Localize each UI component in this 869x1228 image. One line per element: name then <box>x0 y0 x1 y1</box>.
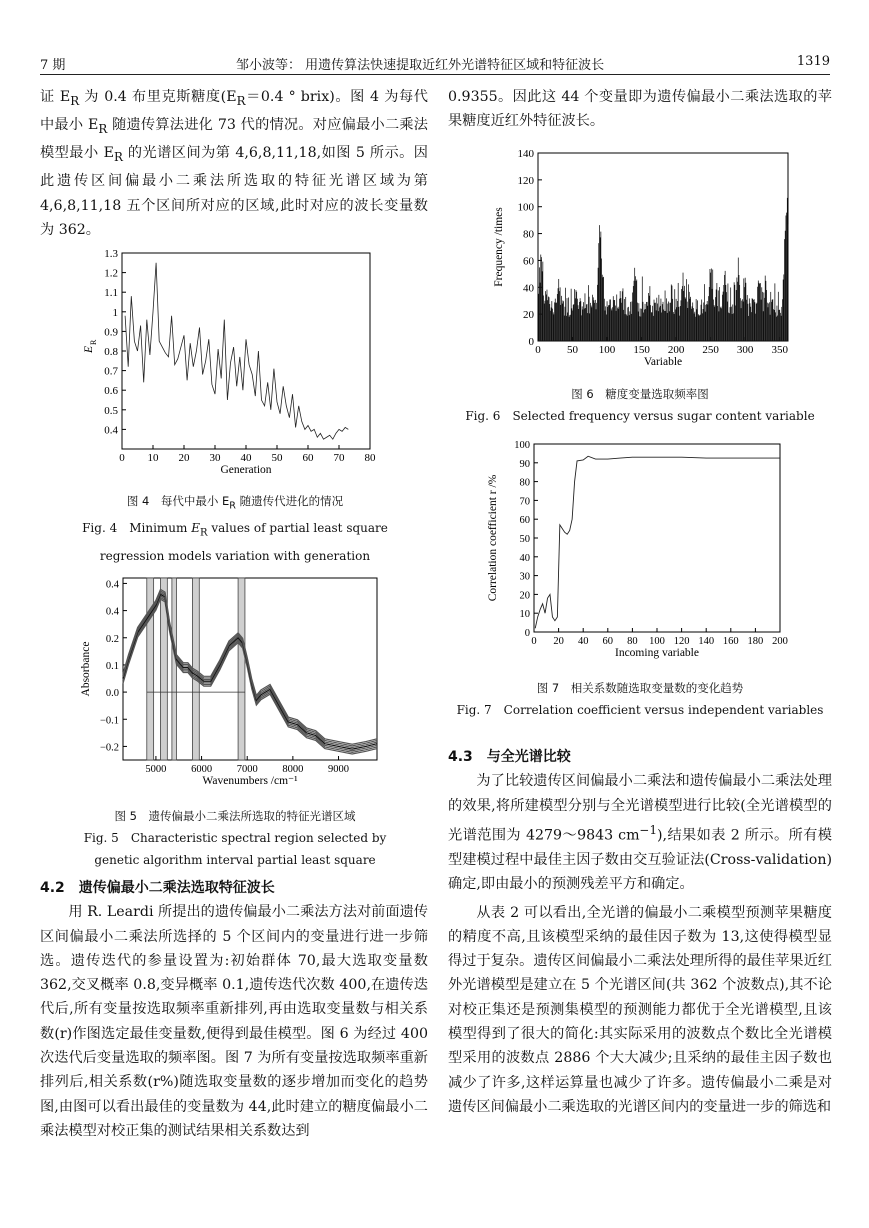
x-tick-label: 60 <box>602 636 614 647</box>
paragraph: 0.9355。因此这 44 个变量即为遗传偏最小二乘法选取的苹果糖度近红外特征波长。 <box>448 89 832 130</box>
y-axis-label: Absorbance <box>80 641 92 697</box>
y-tick-label: 20 <box>523 309 534 322</box>
x-tick-label: 10 <box>147 452 159 464</box>
y-tick-label: 0.7 <box>104 365 118 378</box>
y-tick-label: 100 <box>514 440 530 451</box>
left-column-bottom <box>40 876 428 1143</box>
x-tick-label: 180 <box>747 636 764 647</box>
fig6-chart <box>488 145 798 375</box>
y-tick-label: −0.1 <box>99 715 119 727</box>
y-tick-label: 40 <box>523 282 534 295</box>
fig7-caption-en: Fig. 7 Correlation coefficient versus independent variables <box>456 703 824 717</box>
y-tick-label: 0.2 <box>105 633 119 645</box>
y-tick-label: 60 <box>519 515 530 527</box>
x-tick-label: 140 <box>698 636 715 647</box>
x-tick-label: 5000 <box>145 764 167 775</box>
y-tick-label: 0 <box>524 628 530 639</box>
x-axis-label: Wavenumbers /cm⁻¹ <box>202 775 298 787</box>
y-tick-label: 0 <box>528 336 534 348</box>
x-tick-label: 40 <box>577 636 589 647</box>
y-tick-label: 1.3 <box>104 248 118 260</box>
x-axis-label: Incoming variable <box>615 647 699 659</box>
running-header <box>40 52 830 75</box>
x-tick-label: 70 <box>333 452 345 464</box>
x-tick-label: 0 <box>535 344 541 356</box>
selected-region <box>238 578 245 760</box>
x-tick-label: 350 <box>771 344 788 356</box>
y-tick-label: 0.9 <box>104 326 118 339</box>
y-tick-label: 0.5 <box>104 404 118 417</box>
y-axis-label: Frequency /times <box>493 207 505 287</box>
x-tick-label: 160 <box>722 636 739 647</box>
paragraph: 从表 2 可以看出,全光谱的偏最小二乘模型预测苹果糖度的精度不高,且该模型采纳的最佳因子数为 13,这使得模型显得过于复杂。遗传区间偏最小二乘法处理所得的最佳苹果近红外光谱模型是建立在 5 个光谱区间(共 362 个波数点),其不论对校正集还是预测集模型的预测能力都优于全光谱模型,且该模型得到了很大的简化:其实际采用的波数点个数比全光谱模型采用的波数点 2886 个大大减少;且采纳的最佳主因子数也减少了许多,这样运算量也减少了许多。遗传偏最小二乘是对遗传区间偏最小二乘选取的光谱区间内的变量进一步的筛选和 <box>448 904 832 1115</box>
y-tick-label: 70 <box>519 496 530 508</box>
y-tick-label: 20 <box>519 590 530 602</box>
paragraph: 用 R. Leardi 所提出的遗传偏最小二乘法方法对前面遗传区间偏最小二乘法所选择的 5 个区间内的变量进行进一步筛选。遗传迭代的参量设置为:初始群体 70,最大选取变量数 362,交叉概率 0.8,变异概率 0.1,遗传迭代次数 400,在遗传迭代后,所有变量按选取频率重新排列,再由选取变量数与相关系数(r)作图选定最佳变量数,便得到最佳模型。图 6 为经过 400 次迭代后变量选取的频率图。图 7 为所有变量按选取频率重新排列后,相关系数(r%)随选取变量数的逐步增加而变化的趋势图,由图可以看出最佳的变量数为 44,此时建立的糖度偏最小二乘法模型对校正集的测试结果相关系数达到 <box>40 904 428 1139</box>
y-tick-label: 60 <box>523 255 534 268</box>
x-tick-label: 30 <box>209 452 221 464</box>
y-tick-label: 0.0 <box>105 688 119 700</box>
x-tick-label: 300 <box>736 344 754 356</box>
x-axis-label: Variable <box>643 356 683 368</box>
x-tick-label: 100 <box>649 636 665 647</box>
y-axis-label: E <box>83 345 95 353</box>
fig4-chart <box>70 245 390 480</box>
y-tick-label: 1 <box>112 306 118 319</box>
y-axis-label: Correlation coefficient r /% <box>487 474 499 602</box>
fig7-caption <box>448 677 832 721</box>
fig6-caption <box>448 383 832 427</box>
fig5-chart <box>75 570 385 795</box>
issue-number: 7 期 <box>40 58 66 73</box>
x-tick-label: 60 <box>302 452 314 464</box>
y-tick-label: 80 <box>523 228 534 241</box>
y-tick-label: 120 <box>517 174 534 187</box>
x-tick-label: 200 <box>772 636 788 647</box>
paragraph: 为了比较遗传区间偏最小二乘法和遗传偏最小二乘法处理的效果,将所建模型分别与全光谱模型进行比较(全光谱模型的光谱范围为 4279～9843 $cm^{-1}$),结果如表 2 所示。所有模型建模过程中最佳主因子数由交互验证法(Cross-validation)确定,即由最小的预测残差平方和确定。 <box>448 773 832 893</box>
x-axis-label: Generation <box>220 464 272 476</box>
y-tick-label: 0.4 <box>105 579 119 591</box>
fig7-chart <box>482 436 802 664</box>
x-tick-label: 8000 <box>282 764 304 775</box>
fig5-caption-en: Fig. 5 Characteristic spectral region selected by genetic algorithm interval partial least square <box>83 831 387 867</box>
right-column-bottom <box>448 745 832 1119</box>
page-number: 1319 <box>796 54 830 69</box>
y-tick-label: 0.4 <box>105 606 119 618</box>
y-tick-label: 10 <box>519 609 530 621</box>
x-tick-label: 20 <box>178 452 190 464</box>
x-tick-label: 80 <box>364 452 376 464</box>
x-tick-label: 100 <box>598 344 616 356</box>
plot-frame <box>122 253 370 449</box>
x-tick-label: 9000 <box>328 764 350 775</box>
y-tick-label: 1.2 <box>104 267 118 280</box>
section-heading-4-2: 4.2 遗传偏最小二乘法选取特征波长 <box>40 880 275 896</box>
selected-region <box>172 578 177 760</box>
y-tick-label: 1.1 <box>104 287 118 300</box>
x-tick-label: 6000 <box>191 764 213 775</box>
y-tick-label: 50 <box>519 534 530 545</box>
x-tick-label: 120 <box>673 636 690 647</box>
x-tick-label: 200 <box>667 344 685 356</box>
series-line <box>125 263 348 439</box>
paragraph: 证 $E_R$ 为 0.4 布里克斯糖度($E_R=0.4$ ° brix)。图 4 为每代中最小 $E_R$ 随遗传算法进化 73 代的情况。对应偏最小二乘法模型最小 $E_R$ 的光谱区间为第 4,6,8,11,18,如图 5 所示。因此遗传区间偏最小二乘法所选取的特征光谱区域为第 4,6,8,11,18 五个区间所对应的区域,此时对应的波长变量数为 362。 <box>40 89 428 238</box>
x-tick-label: 250 <box>702 344 719 356</box>
running-title: 邹小波等： 用遗传算法快速提取近红外光谱特征区域和特征波长 <box>236 58 605 73</box>
fig4-caption-en: Fig. 4 Minimum $E_R$ values of partial least square regression models variation with generation <box>82 521 388 563</box>
y-tick-label: 90 <box>519 458 530 470</box>
section-heading-4-3: 4.3 与全光谱比较 <box>448 749 571 765</box>
x-tick-label: 40 <box>240 452 252 464</box>
x-tick-label: 150 <box>633 344 650 356</box>
y-tick-label: 40 <box>519 552 530 564</box>
x-tick-label: 50 <box>567 344 579 356</box>
y-axis-label-subscript: R <box>89 339 98 345</box>
fig6-caption-zh: 图 6 糖度变量选取频率图 <box>571 387 709 401</box>
x-tick-label: 0 <box>531 636 537 647</box>
fig5-caption-zh: 图 5 遗传偏最小二乘法所选取的特征光谱区域 <box>114 809 356 823</box>
x-tick-label: 20 <box>553 636 564 647</box>
y-tick-label: 0.6 <box>104 385 118 398</box>
y-tick-label: 30 <box>519 571 530 583</box>
x-tick-label: 50 <box>271 452 283 464</box>
y-tick-label: −0.2 <box>99 742 119 754</box>
left-column-top <box>40 85 428 242</box>
y-tick-label: 80 <box>519 477 530 489</box>
y-tick-label: 0.4 <box>104 424 118 437</box>
x-tick-label: 7000 <box>236 764 258 775</box>
series-line <box>535 456 780 628</box>
fig6-caption-en: Fig. 6 Selected frequency versus sugar content variable <box>465 409 815 423</box>
x-tick-label: 0 <box>119 452 125 464</box>
plot-frame <box>534 444 780 632</box>
y-tick-label: 100 <box>517 201 534 214</box>
y-tick-label: 140 <box>517 148 534 160</box>
y-tick-label: 0.8 <box>104 346 118 358</box>
fig5-caption <box>60 805 410 871</box>
fig4-caption-zh: 图 4 每代中最小 $E_R$ 随遗传代进化的情况 <box>126 494 344 512</box>
fig7-caption-zh: 图 7 相关系数随选取变量数的变化趋势 <box>536 681 744 695</box>
right-column-top <box>448 85 832 134</box>
x-tick-label: 80 <box>627 636 638 647</box>
y-tick-label: 0.1 <box>105 660 119 672</box>
fig4-caption <box>60 490 410 567</box>
